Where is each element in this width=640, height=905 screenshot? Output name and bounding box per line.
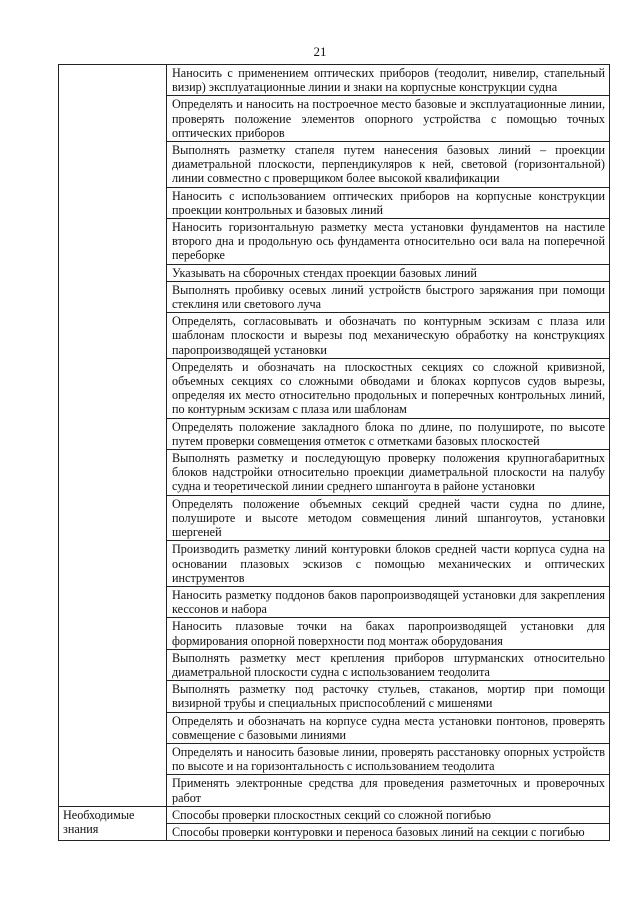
skill-cell: Выполнять разметку стапеля путем нанесения базовых линий – проекции диаметральной плоскости, перпендикуляров к ней, световой (горизонтальной) линии совместно с проверщиком более высокой квалификации	[167, 142, 610, 188]
skill-cell: Выполнять пробивку осевых линий устройств быстрого заряжания при помощи стеклиня или светового луча	[167, 281, 610, 312]
skill-cell: Наносить с применением оптических приборов (теодолит, нивелир, стапельный визир) эксплуатационные линии и знаки на корпусные конструкции судна	[167, 65, 610, 96]
knowledge-cell: Способы проверки контуровки и переноса базовых линий на секции с погибью	[167, 823, 610, 840]
knowledge-label-cell: Необходимые знания	[59, 806, 167, 840]
skill-cell: Определять положение закладного блока по длине, по полушироте, по высоте путем проверки совмещения отметок с отметками базовых плоскостей	[167, 418, 610, 449]
table-row	[59, 806, 610, 823]
skill-cell: Выполнять разметку под расточку стульев, стаканов, мортир при помощи визирной трубы и специальных приспособлений с мишенями	[167, 681, 610, 712]
skill-cell: Определять и обозначать на плоскостных секциях со сложной кривизной, объемных секциях со сложными обводами и блоках корпусов судов вырезы, определяя их место относительно продольных и поперечных контрольных линий, по контурным эскизам с плаза или шаблонам	[167, 358, 610, 418]
skills-label-cell	[59, 65, 167, 807]
skill-cell: Выполнять разметку мест крепления приборов штурманских относительно диаметральной плоскости судна с использованием теодолита	[167, 649, 610, 680]
skill-cell: Определять, согласовывать и обозначать по контурным эскизам с плаза или шаблонам плоскости и вырезы под механическую обработку на конструкциях паропроизводящей установки	[167, 313, 610, 359]
skill-cell: Применять электронные средства для проведения разметочных и проверочных работ	[167, 775, 610, 806]
competency-table	[58, 64, 610, 841]
skill-cell: Наносить разметку поддонов баков паропроизводящей установки для закрепления кессонов и набора	[167, 586, 610, 617]
skill-cell: Определять положение объемных секций средней части судна по длине, полушироте и высоте методом совмещения линий шпангоутов, установки шергеней	[167, 495, 610, 541]
skill-cell: Выполнять разметку и последующую проверку положения крупногабаритных блоков надстройки относительно проекции диаметральной плоскости на палубу судна и теоретической линии среднего шпангоута в районе установки	[167, 450, 610, 496]
skill-cell: Определять и наносить на построечное место базовые и эксплуатационные линии, проверять положение элементов опорного устройства с помощью точных оптических приборов	[167, 96, 610, 142]
page-number: 21	[313, 44, 327, 59]
skill-cell: Наносить с использованием оптических приборов на корпусные конструкции проекции контрольных и базовых линий	[167, 187, 610, 218]
table-body	[59, 65, 610, 841]
skill-cell: Указывать на сборочных стендах проекции базовых линий	[167, 264, 610, 281]
table-row	[59, 65, 610, 96]
skill-cell: Наносить горизонтальную разметку места установки фундаментов на настиле второго дна и продольную ось фундамента относительно оси вала на поперечной переборке	[167, 219, 610, 265]
skill-cell: Определять и наносить базовые линии, проверять расстановку опорных устройств по высоте и на горизонтальность с использованием теодолита	[167, 743, 610, 774]
skill-cell: Наносить плазовые точки на баках паропроизводящей установки для формирования опорной поверхности под монтаж оборудования	[167, 618, 610, 649]
skill-cell: Производить разметку линий контуровки блоков средней части корпуса судна на основании плазовых эскизов с помощью механических и оптических инструментов	[167, 541, 610, 587]
knowledge-cell: Способы проверки плоскостных секций со сложной погибью	[167, 806, 610, 823]
skill-cell: Определять и обозначать на корпусе судна места установки понтонов, проверять совмещение с базовыми линиями	[167, 712, 610, 743]
